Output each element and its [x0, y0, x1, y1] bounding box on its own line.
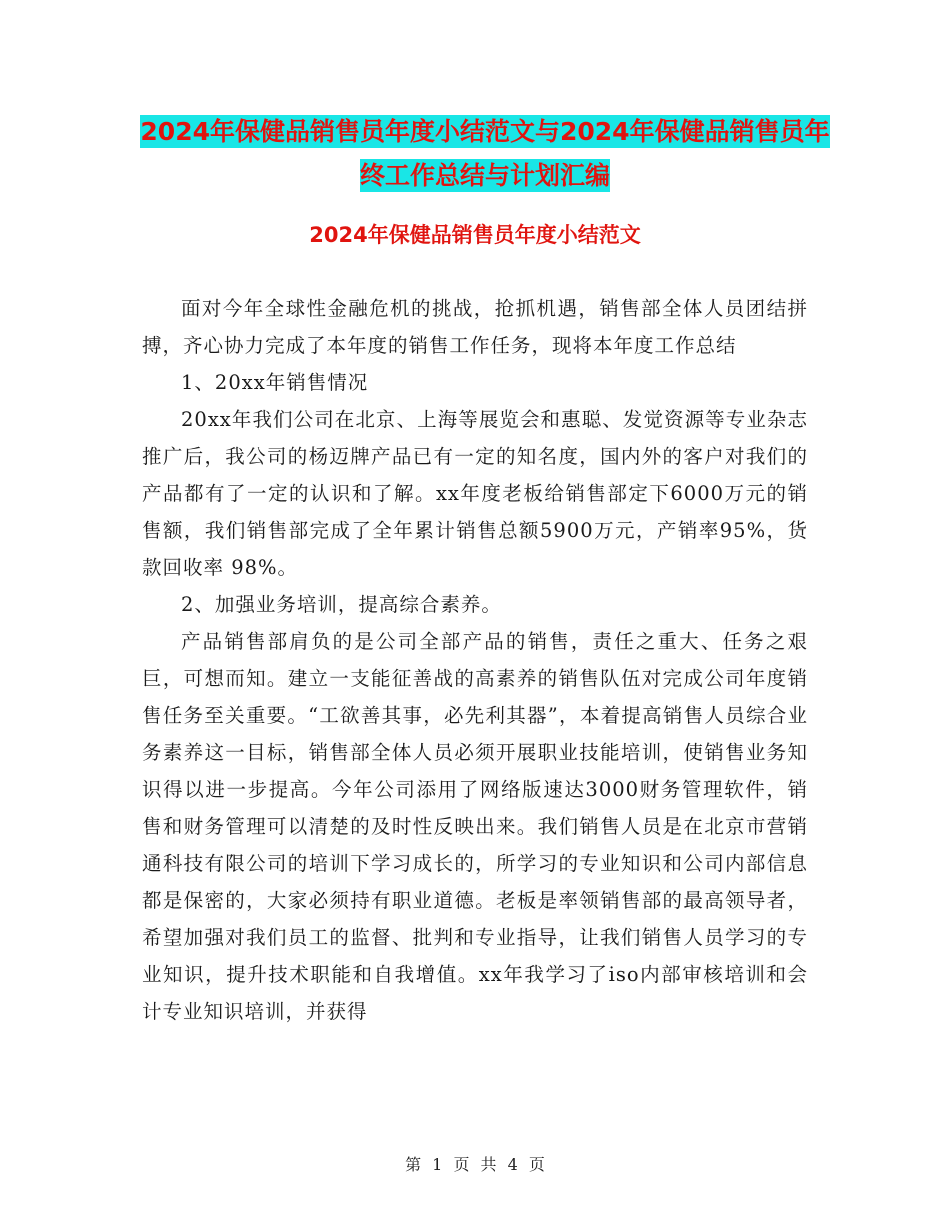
- section-title: 2024年保健品销售员年度小结范文: [309, 223, 641, 247]
- document-title: [140, 110, 830, 198]
- document-title-text: 2024年保健品销售员年度小结范文与2024年保健品销售员年终工作总结与计划汇编: [140, 117, 830, 190]
- document-body: [142, 290, 808, 1030]
- paragraph-heading-1: 1、20xx年销售情况: [181, 371, 369, 394]
- paragraph-training: 产品销售部肩负的是公司全部产品的销售，责任之重大、任务之艰巨，可想而知。建立一支能征善战的高素养的销售队伍对完成公司年度销售任务至关重要。“工欲善其事，必先利其器”，本着提高销售人员综合业务素养这一目标，销售部全体人员必须开展职业技能培训，使销售业务知识得以进一步提高。今年公司添用了网络版速达3000财务管理软件，销售和财务管理可以清楚的及时性反映出来。我们销售人员是在北京市营销通科技有限公司的培训下学习成长的，所学习的专业知识和公司内部信息都是保密的，大家必须持有职业道德。老板是率领销售部的最高领导者，希望加强对我们员工的监督、批判和专业指导，让我们销售人员学习的专业知识，提升技术职能和自我增值。xx年我学习了iso内部审核培训和会计专业知识培训，并获得: [142, 630, 808, 1023]
- paragraph-heading-2: 2、加强业务培训，提高综合素养。: [181, 593, 502, 616]
- page-footer: 第 1 页 共 4 页: [405, 1155, 545, 1174]
- paragraph-sales: 20xx年我们公司在北京、上海等展览会和惠聪、发觉资源等专业杂志推广后，我公司的杨迈牌产品已有一定的知名度，国内外的客户对我们的产品都有了一定的认识和了解。xx年度老板给销售部定下6000万元的销售额，我们销售部完成了全年累计销售总额5900万元，产销率95%，货款回收率 98%。: [142, 408, 808, 579]
- paragraph-intro: 面对今年全球性金融危机的挑战，抢抓机遇，销售部全体人员团结拼搏，齐心协力完成了本年度的销售工作任务，现将本年度工作总结: [142, 297, 808, 357]
